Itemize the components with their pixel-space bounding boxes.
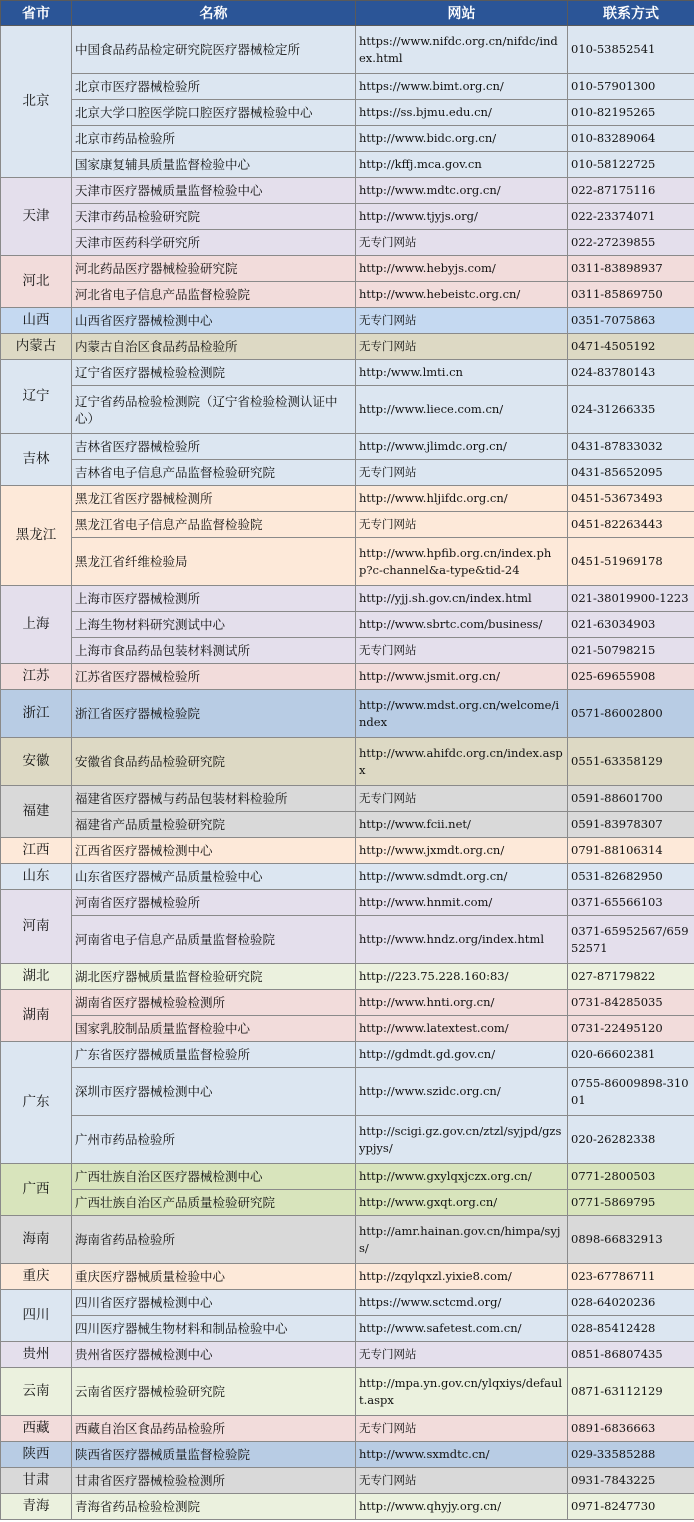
phone-cell: 024-83780143 bbox=[568, 360, 694, 386]
website-link-cell[interactable]: http://www.hndz.org/index.html bbox=[356, 916, 568, 964]
header-website: 网站 bbox=[356, 1, 568, 26]
website-link-cell[interactable]: http://www.hnmit.com/ bbox=[356, 890, 568, 916]
institute-name-cell: 江苏省医疗器械检验所 bbox=[72, 664, 356, 690]
website-link-cell[interactable]: http://www.safetest.com.cn/ bbox=[356, 1316, 568, 1342]
website-link-cell[interactable]: http://www.jsmit.org.cn/ bbox=[356, 664, 568, 690]
institute-name-cell: 陕西省医疗器械质量监督检验院 bbox=[72, 1442, 356, 1468]
institute-name-cell: 深圳市医疗器械检测中心 bbox=[72, 1068, 356, 1116]
phone-cell: 021-38019900-1223 bbox=[568, 586, 694, 612]
website-link-cell[interactable]: http://yjj.sh.gov.cn/index.html bbox=[356, 586, 568, 612]
province-cell: 云南 bbox=[1, 1368, 72, 1416]
institute-name-cell: 上海市医疗器械检测所 bbox=[72, 586, 356, 612]
header-province: 省市 bbox=[1, 1, 72, 26]
website-link-cell: 无专门网站 bbox=[356, 460, 568, 486]
province-cell: 辽宁 bbox=[1, 360, 72, 434]
province-cell: 重庆 bbox=[1, 1264, 72, 1290]
header-name: 名称 bbox=[72, 1, 356, 26]
province-cell: 青海 bbox=[1, 1494, 72, 1520]
phone-cell: 0451-82263443 bbox=[568, 512, 694, 538]
website-link-cell[interactable]: http://www.hebyjs.com/ bbox=[356, 256, 568, 282]
phone-cell: 0851-86807435 bbox=[568, 1342, 694, 1368]
province-cell: 西藏 bbox=[1, 1416, 72, 1442]
phone-cell: 021-63034903 bbox=[568, 612, 694, 638]
table-row bbox=[1, 1116, 694, 1164]
institute-name-cell: 北京大学口腔医学院口腔医疗器械检验中心 bbox=[72, 100, 356, 126]
table-row bbox=[1, 434, 694, 460]
website-link-cell[interactable]: http://www.ahifdc.org.cn/index.aspx bbox=[356, 738, 568, 786]
table-row bbox=[1, 1190, 694, 1216]
table-row bbox=[1, 864, 694, 890]
table-row bbox=[1, 1368, 694, 1416]
institute-name-cell: 上海生物材料研究测试中心 bbox=[72, 612, 356, 638]
institute-name-cell: 广东省医疗器械质量监督检验所 bbox=[72, 1042, 356, 1068]
phone-cell: 0371-65566103 bbox=[568, 890, 694, 916]
phone-cell: 0755-86009898-31001 bbox=[568, 1068, 694, 1116]
institute-name-cell: 河北省电子信息产品监督检验院 bbox=[72, 282, 356, 308]
website-link-cell: 无专门网站 bbox=[356, 1416, 568, 1442]
phone-cell: 0371-65952567/65952571 bbox=[568, 916, 694, 964]
table-row bbox=[1, 1416, 694, 1442]
website-link-cell[interactable]: http://www.fcii.net/ bbox=[356, 812, 568, 838]
phone-cell: 0871-63112129 bbox=[568, 1368, 694, 1416]
website-link-cell[interactable]: http://www.mdtc.org.cn/ bbox=[356, 178, 568, 204]
institute-name-cell: 四川医疗器械生物材料和制品检验中心 bbox=[72, 1316, 356, 1342]
institute-name-cell: 广州市药品检验所 bbox=[72, 1116, 356, 1164]
table-row bbox=[1, 1290, 694, 1316]
phone-cell: 0351-7075863 bbox=[568, 308, 694, 334]
phone-cell: 0931-7843225 bbox=[568, 1468, 694, 1494]
website-link-cell[interactable]: http://www.latextest.com/ bbox=[356, 1016, 568, 1042]
website-link-cell: 无专门网站 bbox=[356, 334, 568, 360]
phone-cell: 0531-82682950 bbox=[568, 864, 694, 890]
table-row bbox=[1, 1216, 694, 1264]
institute-name-cell: 云南省医疗器械检验研究院 bbox=[72, 1368, 356, 1416]
institute-name-cell: 四川省医疗器械检测中心 bbox=[72, 1290, 356, 1316]
phone-cell: 022-27239855 bbox=[568, 230, 694, 256]
institute-name-cell: 北京市药品检验所 bbox=[72, 126, 356, 152]
website-link-cell[interactable]: http://223.75.228.160:83/ bbox=[356, 964, 568, 990]
table-row bbox=[1, 152, 694, 178]
province-cell: 黑龙江 bbox=[1, 486, 72, 586]
table-row bbox=[1, 586, 694, 612]
website-link-cell: 无专门网站 bbox=[356, 786, 568, 812]
header-contact: 联系方式 bbox=[568, 1, 694, 26]
institute-name-cell: 辽宁省医疗器械检验检测院 bbox=[72, 360, 356, 386]
province-cell: 安徽 bbox=[1, 738, 72, 786]
phone-cell: 021-50798215 bbox=[568, 638, 694, 664]
table-row bbox=[1, 916, 694, 964]
table-row bbox=[1, 538, 694, 586]
province-cell: 湖南 bbox=[1, 990, 72, 1042]
phone-cell: 022-23374071 bbox=[568, 204, 694, 230]
phone-cell: 0971-8247730 bbox=[568, 1494, 694, 1520]
province-cell: 四川 bbox=[1, 1290, 72, 1342]
phone-cell: 0471-4505192 bbox=[568, 334, 694, 360]
institute-name-cell: 浙江省医疗器械检验院 bbox=[72, 690, 356, 738]
table-row bbox=[1, 282, 694, 308]
province-cell: 贵州 bbox=[1, 1342, 72, 1368]
institute-name-cell: 中国食品药品检定研究院医疗器械检定所 bbox=[72, 26, 356, 74]
website-link-cell[interactable]: http://gdmdt.gd.gov.cn/ bbox=[356, 1042, 568, 1068]
website-link-cell[interactable]: http://kffj.mca.gov.cn bbox=[356, 152, 568, 178]
institute-name-cell: 福建省产品质量检验研究院 bbox=[72, 812, 356, 838]
institute-name-cell: 广西壮族自治区产品质量检验研究院 bbox=[72, 1190, 356, 1216]
phone-cell: 0771-2800503 bbox=[568, 1164, 694, 1190]
phone-cell: 023-67786711 bbox=[568, 1264, 694, 1290]
website-link-cell[interactable]: http://mpa.yn.gov.cn/ylqxiys/default.aspx bbox=[356, 1368, 568, 1416]
province-cell: 内蒙古 bbox=[1, 334, 72, 360]
table-row bbox=[1, 1316, 694, 1342]
table-row bbox=[1, 100, 694, 126]
website-link-cell[interactable]: https://www.sctcmd.org/ bbox=[356, 1290, 568, 1316]
table-row bbox=[1, 256, 694, 282]
website-link-cell[interactable]: http://www.hljifdc.org.cn/ bbox=[356, 486, 568, 512]
institute-name-cell: 河南省医疗器械检验所 bbox=[72, 890, 356, 916]
website-link-cell[interactable]: http://www.jxmdt.org.cn/ bbox=[356, 838, 568, 864]
province-cell: 广东 bbox=[1, 1042, 72, 1164]
website-link-cell: 无专门网站 bbox=[356, 638, 568, 664]
phone-cell: 0771-5869795 bbox=[568, 1190, 694, 1216]
website-link-cell[interactable]: http://www.gxqt.org.cn/ bbox=[356, 1190, 568, 1216]
table-row bbox=[1, 74, 694, 100]
website-link-cell: 无专门网站 bbox=[356, 230, 568, 256]
table-row bbox=[1, 838, 694, 864]
table-row bbox=[1, 308, 694, 334]
province-cell: 甘肃 bbox=[1, 1468, 72, 1494]
table-row bbox=[1, 664, 694, 690]
phone-cell: 024-31266335 bbox=[568, 386, 694, 434]
table-row bbox=[1, 1442, 694, 1468]
table-row bbox=[1, 178, 694, 204]
table-row bbox=[1, 1342, 694, 1368]
website-link-cell[interactable]: http:/www.lmti.cn bbox=[356, 360, 568, 386]
table-row bbox=[1, 1068, 694, 1116]
institute-name-cell: 国家康复辅具质量监督检验中心 bbox=[72, 152, 356, 178]
website-link-cell[interactable]: http://www.hnti.org.cn/ bbox=[356, 990, 568, 1016]
province-cell: 湖北 bbox=[1, 964, 72, 990]
table-row bbox=[1, 334, 694, 360]
table-row bbox=[1, 1164, 694, 1190]
institute-name-cell: 河南省电子信息产品质量监督检验院 bbox=[72, 916, 356, 964]
table-row bbox=[1, 612, 694, 638]
website-link-cell[interactable]: http://www.hebeistc.org.cn/ bbox=[356, 282, 568, 308]
website-link-cell[interactable]: http://www.sdmdt.org.cn/ bbox=[356, 864, 568, 890]
institute-name-cell: 黑龙江省医疗器械检测所 bbox=[72, 486, 356, 512]
institute-name-cell: 内蒙古自治区食品药品检验所 bbox=[72, 334, 356, 360]
institute-name-cell: 黑龙江省纤维检验局 bbox=[72, 538, 356, 586]
institute-name-cell: 辽宁省药品检验检测院（辽宁省检验检测认证中心） bbox=[72, 386, 356, 434]
institute-name-cell: 北京市医疗器械检验所 bbox=[72, 74, 356, 100]
website-link-cell: 无专门网站 bbox=[356, 1468, 568, 1494]
table-row bbox=[1, 738, 694, 786]
institute-name-cell: 江西省医疗器械检测中心 bbox=[72, 838, 356, 864]
table-row bbox=[1, 486, 694, 512]
institute-name-cell: 青海省药品检验检测院 bbox=[72, 1494, 356, 1520]
table-row bbox=[1, 890, 694, 916]
header-row bbox=[1, 1, 694, 26]
table-row bbox=[1, 460, 694, 486]
province-cell: 江西 bbox=[1, 838, 72, 864]
institute-name-cell: 天津市医疗器械质量监督检验中心 bbox=[72, 178, 356, 204]
table-row bbox=[1, 386, 694, 434]
institute-name-cell: 天津市药品检验研究院 bbox=[72, 204, 356, 230]
institute-name-cell: 河北药品医疗器械检验研究院 bbox=[72, 256, 356, 282]
website-link-cell[interactable]: http://www.mdst.org.cn/welcome/index bbox=[356, 690, 568, 738]
phone-cell: 0431-85652095 bbox=[568, 460, 694, 486]
phone-cell: 0311-83898937 bbox=[568, 256, 694, 282]
website-link-cell[interactable]: https://www.bimt.org.cn/ bbox=[356, 74, 568, 100]
phone-cell: 010-82195265 bbox=[568, 100, 694, 126]
province-cell: 陕西 bbox=[1, 1442, 72, 1468]
website-link-cell[interactable]: http://www.tjyjs.org/ bbox=[356, 204, 568, 230]
phone-cell: 028-64020236 bbox=[568, 1290, 694, 1316]
website-link-cell[interactable]: http://www.gxylqxjczx.org.cn/ bbox=[356, 1164, 568, 1190]
website-link-cell[interactable]: http://www.qhyjy.org.cn/ bbox=[356, 1494, 568, 1520]
website-link-cell: 无专门网站 bbox=[356, 512, 568, 538]
phone-cell: 010-58122725 bbox=[568, 152, 694, 178]
province-cell: 福建 bbox=[1, 786, 72, 838]
phone-cell: 020-26282338 bbox=[568, 1116, 694, 1164]
province-cell: 河北 bbox=[1, 256, 72, 308]
province-cell: 江苏 bbox=[1, 664, 72, 690]
table-row bbox=[1, 1468, 694, 1494]
province-cell: 吉林 bbox=[1, 434, 72, 486]
table-row bbox=[1, 1042, 694, 1068]
phone-cell: 0898-66832913 bbox=[568, 1216, 694, 1264]
institute-name-cell: 天津市医药科学研究所 bbox=[72, 230, 356, 256]
institute-name-cell: 贵州省医疗器械检测中心 bbox=[72, 1342, 356, 1368]
institute-name-cell: 上海市食品药品包装材料测试所 bbox=[72, 638, 356, 664]
website-link-cell[interactable]: http://scigi.gz.gov.cn/ztzl/syjpd/gzsypjys/ bbox=[356, 1116, 568, 1164]
institute-name-cell: 吉林省电子信息产品监督检验研究院 bbox=[72, 460, 356, 486]
table-row bbox=[1, 26, 694, 74]
website-link-cell[interactable]: https://www.nifdc.org.cn/nifdc/index.html bbox=[356, 26, 568, 74]
website-link-cell[interactable]: http://www.sxmdtc.cn/ bbox=[356, 1442, 568, 1468]
table-body bbox=[1, 26, 694, 1520]
phone-cell: 0431-87833032 bbox=[568, 434, 694, 460]
website-link-cell[interactable]: http://amr.hainan.gov.cn/himpa/syjs/ bbox=[356, 1216, 568, 1264]
website-link-cell[interactable]: http://www.bidc.org.cn/ bbox=[356, 126, 568, 152]
phone-cell: 0451-51969178 bbox=[568, 538, 694, 586]
table-row bbox=[1, 126, 694, 152]
phone-cell: 020-66602381 bbox=[568, 1042, 694, 1068]
website-link-cell: 无专门网站 bbox=[356, 308, 568, 334]
website-link-cell[interactable]: http://www.sbrtc.com/business/ bbox=[356, 612, 568, 638]
table-row bbox=[1, 690, 694, 738]
table-row bbox=[1, 786, 694, 812]
phone-cell: 0551-63358129 bbox=[568, 738, 694, 786]
table-row bbox=[1, 638, 694, 664]
table-row bbox=[1, 1494, 694, 1520]
phone-cell: 0311-85869750 bbox=[568, 282, 694, 308]
website-link-cell[interactable]: http://www.hpfib.org.cn/index.php?c-channel&a-type&tid-24 bbox=[356, 538, 568, 586]
phone-cell: 028-85412428 bbox=[568, 1316, 694, 1342]
phone-cell: 010-57901300 bbox=[568, 74, 694, 100]
institute-name-cell: 海南省药品检验所 bbox=[72, 1216, 356, 1264]
website-link-cell[interactable]: http://www.szidc.org.cn/ bbox=[356, 1068, 568, 1116]
phone-cell: 0591-83978307 bbox=[568, 812, 694, 838]
province-cell: 上海 bbox=[1, 586, 72, 664]
institute-name-cell: 重庆医疗器械质量检验中心 bbox=[72, 1264, 356, 1290]
phone-cell: 022-87175116 bbox=[568, 178, 694, 204]
phone-cell: 029-33585288 bbox=[568, 1442, 694, 1468]
institute-name-cell: 吉林省医疗器械检验所 bbox=[72, 434, 356, 460]
website-link-cell[interactable]: http://www.jlimdc.org.cn/ bbox=[356, 434, 568, 460]
province-cell: 山东 bbox=[1, 864, 72, 890]
institute-name-cell: 广西壮族自治区医疗器械检测中心 bbox=[72, 1164, 356, 1190]
phone-cell: 0731-84285035 bbox=[568, 990, 694, 1016]
table-row bbox=[1, 512, 694, 538]
website-link-cell: 无专门网站 bbox=[356, 1342, 568, 1368]
province-cell: 北京 bbox=[1, 26, 72, 178]
table-row bbox=[1, 1264, 694, 1290]
institute-name-cell: 国家乳胶制品质量监督检验中心 bbox=[72, 1016, 356, 1042]
institute-name-cell: 湖北医疗器械质量监督检验研究院 bbox=[72, 964, 356, 990]
website-link-cell[interactable]: http://zqylqxzl.yixie8.com/ bbox=[356, 1264, 568, 1290]
table-row bbox=[1, 990, 694, 1016]
institute-name-cell: 湖南省医疗器械检验检测所 bbox=[72, 990, 356, 1016]
table-row bbox=[1, 812, 694, 838]
table-row bbox=[1, 964, 694, 990]
phone-cell: 0571-86002800 bbox=[568, 690, 694, 738]
institute-name-cell: 福建省医疗器械与药品包装材料检验所 bbox=[72, 786, 356, 812]
table-row bbox=[1, 204, 694, 230]
phone-cell: 025-69655908 bbox=[568, 664, 694, 690]
province-cell: 海南 bbox=[1, 1216, 72, 1264]
institute-name-cell: 黑龙江省电子信息产品监督检验院 bbox=[72, 512, 356, 538]
province-cell: 浙江 bbox=[1, 690, 72, 738]
institute-name-cell: 山西省医疗器械检测中心 bbox=[72, 308, 356, 334]
institute-name-cell: 安徽省食品药品检验研究院 bbox=[72, 738, 356, 786]
province-cell: 广西 bbox=[1, 1164, 72, 1216]
phone-cell: 027-87179822 bbox=[568, 964, 694, 990]
table-row bbox=[1, 1016, 694, 1042]
phone-cell: 0891-6836663 bbox=[568, 1416, 694, 1442]
institute-name-cell: 山东省医疗器械产品质量检验中心 bbox=[72, 864, 356, 890]
province-cell: 山西 bbox=[1, 308, 72, 334]
table-row bbox=[1, 230, 694, 256]
province-cell: 天津 bbox=[1, 178, 72, 256]
phone-cell: 0591-88601700 bbox=[568, 786, 694, 812]
institute-name-cell: 甘肃省医疗器械检验检测所 bbox=[72, 1468, 356, 1494]
phone-cell: 010-53852541 bbox=[568, 26, 694, 74]
phone-cell: 010-83289064 bbox=[568, 126, 694, 152]
website-link-cell[interactable]: http://www.liece.com.cn/ bbox=[356, 386, 568, 434]
institute-name-cell: 西藏自治区食品药品检验所 bbox=[72, 1416, 356, 1442]
website-link-cell[interactable]: https://ss.bjmu.edu.cn/ bbox=[356, 100, 568, 126]
province-cell: 河南 bbox=[1, 890, 72, 964]
phone-cell: 0731-22495120 bbox=[568, 1016, 694, 1042]
phone-cell: 0791-88106314 bbox=[568, 838, 694, 864]
table-row bbox=[1, 360, 694, 386]
phone-cell: 0451-53673493 bbox=[568, 486, 694, 512]
